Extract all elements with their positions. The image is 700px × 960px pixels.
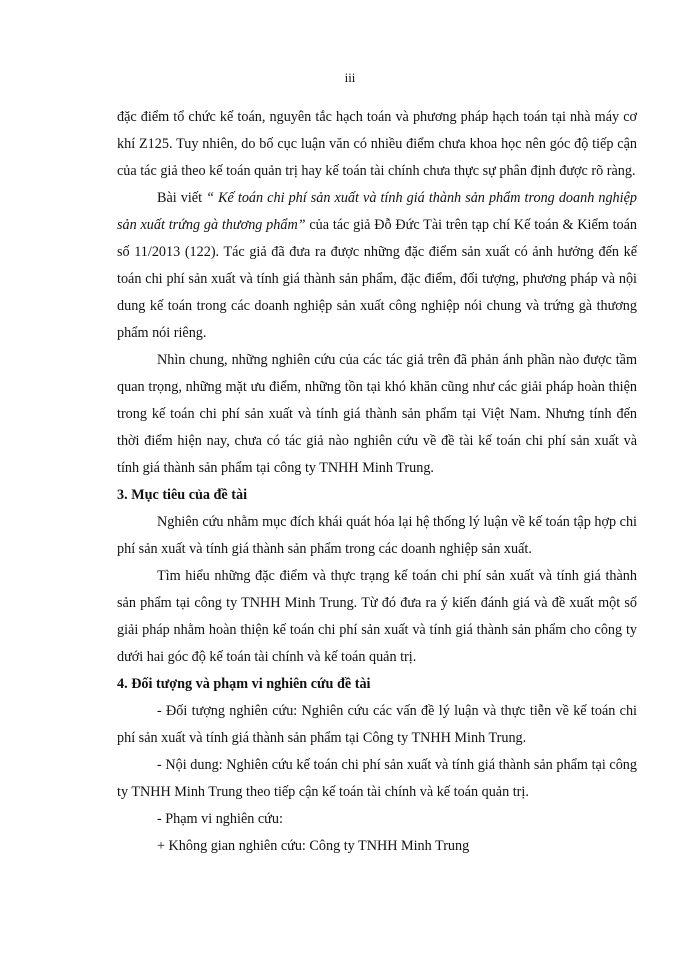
page-content xyxy=(117,104,637,860)
section-3-paragraph-2: Tìm hiểu những đặc điểm và thực trạng kế toán chi phí sản xuất và tính giá thành sản phẩm tại công ty TNHH Minh Trung. Từ đó đưa ra ý kiến đánh giá và đề xuất một số giải pháp nhằm hoàn thiện kế toán chi phí sản xuất và tính giá thành sản phẩm cho công ty dưới hai góc độ kế toán tài chính và kế toán quản trị. xyxy=(117,568,637,665)
section-4-paragraph-2: - Nội dung: Nghiên cứu kế toán chi phí sản xuất và tính giá thành sản phẩm tại công ty TNHH Minh Trung theo tiếp cận kế toán tài chính và kế toán quản trị. xyxy=(117,757,637,800)
section-4-scope-space: + Không gian nghiên cứu: Công ty TNHH Minh Trung xyxy=(157,838,470,854)
paragraph-intro-3: Nhìn chung, những nghiên cứu của các tác giả trên đã phản ánh phần nào được tầm quan trọng, những mặt ưu điểm, những tồn tại khó khăn cũng như các giải pháp hoàn thiện trong kế toán chi phí sản xuất và tính giá thành sản phẩm tại Việt Nam. Nhưng tính đến thời điểm hiện nay, chưa có tác giả nào nghiên cứu về đề tài kế toán chi phí sản xuất và tính giá thành sản phẩm tại công ty TNHH Minh Trung. xyxy=(117,352,637,476)
section-4-paragraph-1: - Đối tượng nghiên cứu: Nghiên cứu các vấn đề lý luận và thực tiễn về kế toán chi phí sản xuất và tính giá thành sản phẩm tại Công ty TNHH Minh Trung. xyxy=(117,703,637,746)
section-3-heading: 3. Mục tiêu của đề tài xyxy=(117,487,248,503)
section-3-paragraph-1: Nghiên cứu nhằm mục đích khái quát hóa lại hệ thống lý luận về kế toán tập hợp chi phí sản xuất và tính giá thành sản phẩm trong các doanh nghiệp sản xuất. xyxy=(117,514,637,557)
paragraph-intro-2-rest: của tác giả Đỗ Đức Tài trên tạp chí Kế toán & Kiểm toán số 11/2013 (122). Tác giả đã đưa ra được những đặc điểm sản xuất có ảnh hưởng đến kế toán chi phí sản xuất và tính giá thành sản phẩm, đặc điểm, đối tượng, phương pháp và nội dung kế toán trong các doanh nghiệp sản xuất công nghiệp nói chung và trứng gà thương phẩm nói riêng. xyxy=(117,217,637,341)
section-4-scope-label: - Phạm vi nghiên cứu: xyxy=(157,811,283,827)
page-number: iii xyxy=(344,70,356,85)
paragraph-intro-1: đặc điểm tổ chức kế toán, nguyên tắc hạch toán và phương pháp hạch toán tại nhà máy cơ khí Z125. Tuy nhiên, do bố cục luận văn có nhiều điểm chưa khoa học nên góc độ tiếp cận của tác giả theo kế toán quản trị hay kế toán tài chính chưa thực sự phân định được rõ ràng. xyxy=(117,109,637,179)
paragraph-intro-2 xyxy=(117,185,637,347)
article-title: “ Kế toán chi phí sản xuất và tính giá thành sản phẩm trong doanh nghiệp sản xuất trứng gà thương phẩm” xyxy=(117,190,637,233)
paragraph-intro-2-lead: Bài viết xyxy=(157,190,207,206)
section-4-heading: 4. Đối tượng và phạm vi nghiên cứu đề tài xyxy=(117,676,371,692)
